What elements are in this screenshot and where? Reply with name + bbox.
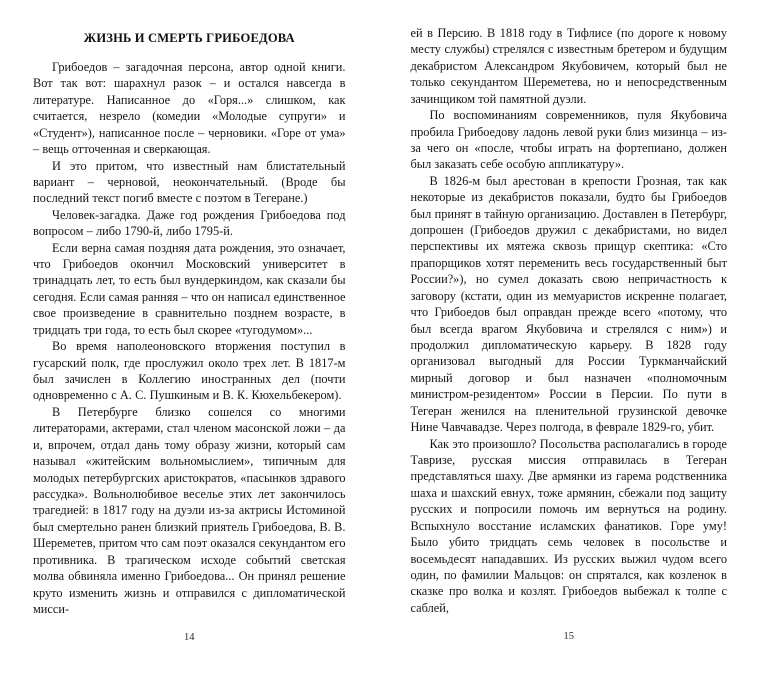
paragraph: ей в Персию. В 1818 году в Тифлисе (по дороге к новому месту службы) стрелялся с известным бретером и будущим декабристом Александром Якубовичем, который был не только секундантом Шереметева, но и непосредственным зачинщиком той памятной дуэли. [411,25,728,107]
paragraph: Как это произошло? Посольства располагались в городе Тавризе, русская миссия отправилась в Тегеран представляться шаху. Две армянки из гарема родственника шаха и шахский евнух, тоже армянин, сбежали под защиту русских и попросили помочь им вернуться на родину. Вспыхнуло восстание исламских фанатиков. Горе уму! Было убито тридцать семь человек в посольстве и восемьдесят нападавших. Из русских выжил чудом всего один, по фамилии Мальцов: он спрятался, как козленок в сказке про волка и козлят. Грибоедов выбежал к толпе с саблей, [411,436,728,617]
page-number-verso: 14 [33,631,346,645]
paragraph: Во время наполеоновского вторжения поступил в гусарский полк, где прослужил около трех лет. В 1817-м был зачислен в Коллегию иностранных дел (почти одновременно с А. С. Пушкиным и В. К. Кюхельбекером). [33,338,346,404]
paragraph: В Петербурге близко сошелся со многими литераторами, актерами, стал членом масонской ложи – да и, впрочем, отдал дань тому образу жизни, который сам называл «житейским вольномыслием», типичным для молодых петербургских аристократов, «пасынков здравого рассудка». Вольнолюбивое веселье этих лет закончилось трагедией: в 1817 году на дуэли из-за актрисы Истоминой был смертельно ранен близкий приятель Грибоедова, В. В. Шереметев, притом что сам поэт оказался секундантом его противника. В трагическом исходе событий светская молва обвиняла именно Грибоедова... Он принял решение круто изменить жизнь и отправился с дипломатической мисси- [33,404,346,617]
paragraph: По воспоминаниям современников, пуля Якубовича пробила Грибоедову ладонь левой руки близ мизинца – из-за чего он «после, чтобы играть на фортепиано, должен был заказать себе особую аппликатуру». [411,107,728,173]
paragraph: И это притом, что известный нам блистательный вариант – черновой, неокончательный. (Вроде бы последний текст погиб вместе с поэтом в Тегеране.) [33,158,346,207]
page-number-recto: 15 [411,630,728,644]
recto-bottom-margin [411,644,728,690]
paragraph: Человек-загадка. Даже год рождения Грибоедова под вопросом – либо 1790-й, либо 1795-й. [33,207,346,240]
paragraph: В 1826-м был арестован в крепости Грозная, так как некоторые из декабристов показали, будто бы Грибоедов был принят в тайную организацию. Доставлен в Петербург, допрошен (Грибоедов дружил с декабристами, но видел перспективы их мятежа сквозь прищур скептика: «Сто прапорщиков хотят переменить весь государственный быт России?»), но сумел доказать свою непричастность к заговору (кстати, один из мемуаристов искренне полагает, что Грибоедов был оправдан прежде всего «потому, что был всегда врагом Якубовича и стрелялся с ним») и продолжил дипломатическую карьеру. В 1828 году организовал выгодный для России Туркманчайский мирный договор и был назначен «полномочным министром-резидентом» России в Персии. По пути в Тегеран женился на пленительной грузинской девочке Нине Чавчавадзе. Через полгода, в феврале 1829-го, убит. [411,173,728,436]
recto-text-block [411,25,728,616]
paragraph: Грибоедов – загадочная персона, автор одной книги. Вот так вот: шарахнул разок – и остался навсегда в литературе. Написанное до «Горя...» слишком, как считается, незрело (комедии «Молодые супруги» и «Студент»), написанное после – черновики. «Горе от ума» – вещь отточенная и сверкающая. [33,59,346,158]
chapter-title: ЖИЗНЬ И СМЕРТЬ ГРИБОЕДОВА [33,31,346,46]
recto-page [379,0,757,540]
verso-bottom-margin [33,645,346,691]
verso-text-block [33,59,346,617]
paragraph: Если верна самая поздняя дата рождения, это означает, что Грибоедов окончил Московский университет в тринадцать лет, то есть был вундеркиндом, как сказали бы сегодня. Если самая ранняя – что он написал единственное свое произведение в сравнительно позднем возрасте, в тридцать три года, то есть был скорее «тугодумом»... [33,240,346,339]
verso-page [0,0,379,540]
